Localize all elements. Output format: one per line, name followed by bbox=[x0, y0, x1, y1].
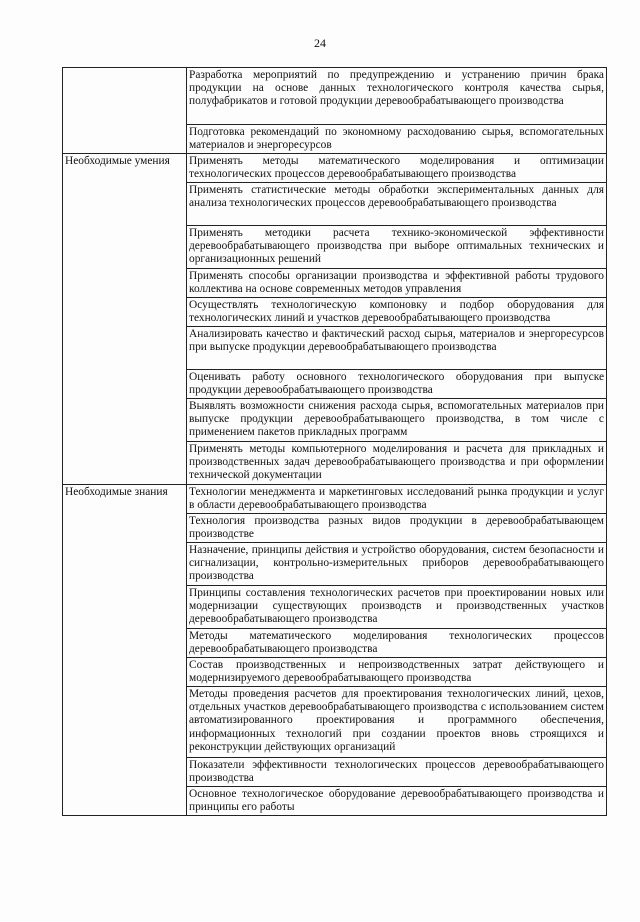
table-cell: Применять статистические методы обработки экспериментальных данных для анализа технологических процессов деревообрабатывающего производства bbox=[187, 183, 607, 226]
row-label-empty bbox=[63, 68, 187, 154]
table-cell: Состав производственных и непроизводственных затрат действующего и модернизируемого деревообрабатывающего производства bbox=[187, 658, 607, 687]
table-cell: Оценивать работу основного технологического оборудования при выпуске продукции деревообрабатывающего производства bbox=[187, 370, 607, 399]
table-cell: Анализировать качество и фактический расход сырья, материалов и энергоресурсов при выпуске продукции деревообрабатывающего производства bbox=[187, 327, 607, 370]
table-cell: Технология производства разных видов продукции в деревообрабатывающем производстве bbox=[187, 514, 607, 543]
row-label-skills: Необходимые умения bbox=[63, 154, 187, 485]
table-cell: Применять методики расчета технико-экономической эффективности деревообрабатывающего производства при выборе оптимальных технических и организационных решений bbox=[187, 226, 607, 269]
page-number: 24 bbox=[314, 36, 326, 50]
table-cell: Подготовка рекомендаций по экономному расходованию сырья, вспомогательных материалов и энергоресурсов bbox=[187, 125, 607, 154]
requirements-table bbox=[62, 67, 607, 816]
table-cell: Принципы составления технологических расчетов при проектировании новых или модернизации существующих производств и производственных участков деревообрабатывающего производства bbox=[187, 586, 607, 629]
table-cell: Осуществлять технологическую компоновку и подбор оборудования для технологических линий и участков деревообрабатывающего производства bbox=[187, 298, 607, 327]
table-cell: Разработка мероприятий по предупреждению и устранению причин брака продукции на основе данных технологического контроля качества сырья, полуфабрикатов и готовой продукции деревообрабатывающего производства bbox=[187, 68, 607, 125]
table-cell: Применять методы компьютерного моделирования и расчета для прикладных и производственных задач деревообрабатывающего производства и при оформлении технической документации bbox=[187, 442, 607, 485]
table-cell: Назначение, принципы действия и устройство оборудования, систем безопасности и сигнализации, контрольно-измерительных приборов деревообрабатывающего производства bbox=[187, 543, 607, 586]
table-cell: Основное технологическое оборудование деревообрабатывающего производства и принципы его работы bbox=[187, 787, 607, 816]
table-cell: Технологии менеджмента и маркетинговых исследований рынка продукции и услуг в области деревообрабатывающего производства bbox=[187, 485, 607, 514]
table-cell: Выявлять возможности снижения расхода сырья, вспомогательных материалов при выпуске продукции деревообрабатывающего производства, в том числе с применением пакетов прикладных программ bbox=[187, 399, 607, 442]
table-row bbox=[63, 154, 607, 183]
row-label-knowledge: Необходимые знания bbox=[63, 485, 187, 816]
table-cell: Показатели эффективности технологических процессов деревообрабатывающего производства bbox=[187, 758, 607, 787]
table-cell: Применять способы организации производства и эффективной работы трудового коллектива на основе современных методов управления bbox=[187, 269, 607, 298]
table-row bbox=[63, 485, 607, 514]
table-row bbox=[63, 68, 607, 125]
table-cell: Методы проведения расчетов для проектирования технологических линий, цехов, отдельных участков деревообрабатывающего производства с использованием систем автоматизированного проектирования и программного обеспечения, информационных технологий при создании проектов вновь строящихся и реконструкции действующих организаций bbox=[187, 687, 607, 758]
table-cell: Применять методы математического моделирования и оптимизации технологических процессов деревообрабатывающего производства bbox=[187, 154, 607, 183]
table-cell: Методы математического моделирования технологических процессов деревообрабатывающего производства bbox=[187, 629, 607, 658]
